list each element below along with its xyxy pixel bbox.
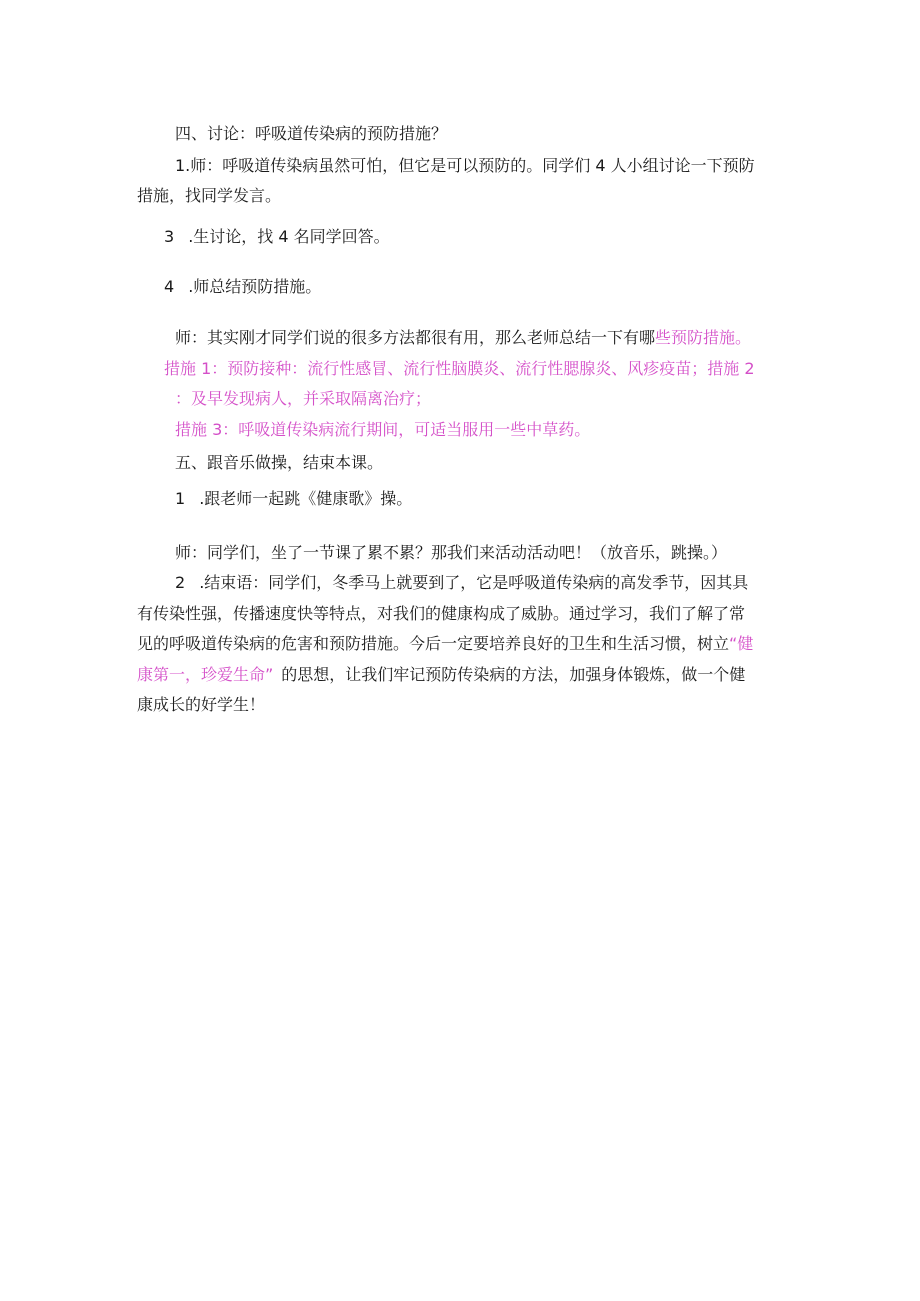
measure-line-2: ：及早发现病人，并采取隔离治疗； (175, 389, 432, 408)
measure-line-3: 措施 3：呼吸道传染病流行期间，可适当服用一些中草药。 (175, 420, 591, 439)
item-1-number: 1 (175, 489, 186, 508)
conclusion-line-5: 康成长的好学生！ (137, 695, 266, 714)
conclusion-line-4 (137, 663, 745, 687)
item-4-text: .师总结预防措施。 (188, 277, 322, 296)
conclusion-quote-end: 康第一，珍爱生命” (137, 665, 274, 684)
measure-line-1: 措施 1：预防接种：流行性感冒、流行性脑膜炎、流行性腮腺炎、风疹疫苗；措施 2 (164, 359, 755, 378)
teacher-summary-text: 师：其实刚才同学们说的很多方法都很有用，那么老师总结一下有哪 (175, 328, 656, 347)
conclusion-line-2: 有传染性强，传播速度快等特点，对我们的健康构成了威胁。通过学习，我们了解了常 (137, 604, 746, 623)
conclusion-text-3: 见的呼吸道传染病的危害和预防措施。今后一定要培养良好的卫生和生活习惯，树立 (137, 634, 730, 653)
conclusion-line-1 (175, 571, 748, 595)
conclusion-text-4: 的思想，让我们牢记预防传染病的方法，加强身体锻炼，做一个健 (281, 665, 746, 684)
item-1 (175, 487, 412, 511)
paragraph-1-line-1: 1.师：呼吸道传染病虽然可怕，但它是可以预防的。同学们 4 人小组讨论一下预防 (175, 156, 755, 175)
teacher-summary-line (175, 326, 751, 350)
section-4-heading: 四、讨论：呼吸道传染病的预防措施？ (175, 124, 448, 143)
item-1-text: .跟老师一起跳《健康歌》操。 (199, 489, 413, 508)
item-4 (164, 275, 321, 299)
item-3-text: .生讨论，找 4 名同学回答。 (188, 227, 390, 246)
item-3-number: 3 (164, 227, 175, 246)
conclusion-text-1: .结束语：同学们，冬季马上就要到了，它是呼吸道传染病的高发季节，因其具 (199, 573, 749, 592)
conclusion-line-3 (137, 632, 753, 656)
conclusion-number: 2 (175, 573, 186, 592)
item-3 (164, 225, 390, 249)
conclusion-quote-start: “健 (729, 634, 754, 653)
teacher-exercise-line: 师：同学们，坐了一节课了累不累？那我们来活动活动吧！（放音乐，跳操。） (175, 543, 728, 562)
teacher-summary-highlight: 些预防措施。 (655, 328, 752, 347)
item-4-number: 4 (164, 277, 175, 296)
section-5-heading: 五、跟音乐做操，结束本课。 (175, 453, 384, 472)
paragraph-1-line-2: 措施，找同学发言。 (137, 186, 282, 205)
